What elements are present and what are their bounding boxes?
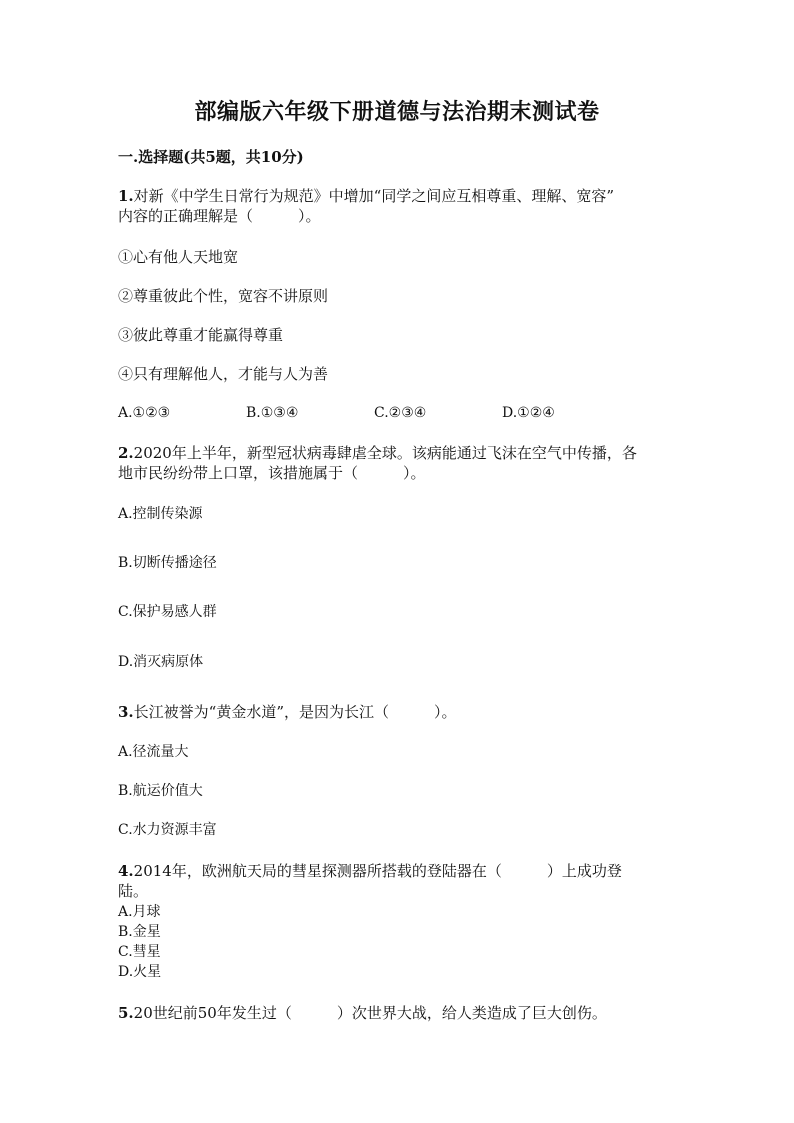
question-4-stem-line-2: 陆。: [118, 882, 149, 900]
question-1-option-a: A.①②③: [118, 405, 171, 421]
question-1-stem-line-2: 内容的正确理解是（ ）。: [118, 207, 321, 225]
question-4-option-b: B.金星: [118, 924, 161, 940]
question-2-stem-line-1: 2.2020年上半年，新型冠状病毒肆虐全球。该病能通过飞沫在空气中传播，各: [118, 444, 637, 462]
question-2-option-a: A.控制传染源: [118, 506, 203, 522]
question-1-option-c: C.②③④: [374, 405, 427, 421]
question-2-option-b: B.切断传播途径: [118, 555, 217, 571]
question-4-option-c: C.彗星: [118, 944, 161, 960]
question-1-statement-4: ④只有理解他人，才能与人为善: [118, 365, 329, 383]
question-1-number: 1.: [118, 187, 134, 205]
question-2-number: 2.: [118, 444, 134, 462]
question-4-option-a: A.月球: [118, 904, 161, 920]
question-3-number: 3.: [118, 703, 134, 721]
question-2-option-c: C.保护易感人群: [118, 604, 217, 620]
question-4-number: 4.: [118, 862, 134, 880]
question-5-stem-line-1: 5.20世纪前50年发生过（ ）次世界大战，给人类造成了巨大创伤。: [118, 1004, 607, 1022]
question-5-number: 5.: [118, 1004, 134, 1022]
question-1-statement-2: ②尊重彼此个性，宽容不讲原则: [118, 287, 329, 305]
question-3-option-b: B.航运价值大: [118, 783, 203, 799]
exam-title: 部编版六年级下册道德与法治期末测试卷: [194, 99, 600, 125]
question-3-stem-line-1: 3.长江被誉为“黄金水道”，是因为长江（ ）。: [118, 703, 457, 721]
section-heading: 一.选择题(共5题，共10分): [118, 148, 304, 166]
question-1-option-d: D.①②④: [502, 405, 555, 421]
question-2-option-d: D.消灭病原体: [118, 654, 204, 670]
question-1-stem-line-1: 1.对新《中学生日常行为规范》中增加“同学之间应互相尊重、理解、宽容”: [118, 187, 615, 205]
question-3-option-c: C.水力资源丰富: [118, 822, 217, 838]
question-4-option-d: D.火星: [118, 964, 162, 980]
question-1-statement-1: ①心有他人天地宽: [118, 248, 239, 266]
question-1-statement-3: ③彼此尊重才能赢得尊重: [118, 326, 284, 344]
question-4-stem-line-1: 4.2014年，欧洲航天局的彗星探测器所搭载的登陆器在（ ）上成功登: [118, 862, 622, 880]
question-3-option-a: A.径流量大: [118, 744, 189, 760]
question-1-option-b: B.①③④: [246, 405, 299, 421]
question-2-stem-line-2: 地市民纷纷带上口罩，该措施属于（ ）。: [118, 464, 426, 482]
